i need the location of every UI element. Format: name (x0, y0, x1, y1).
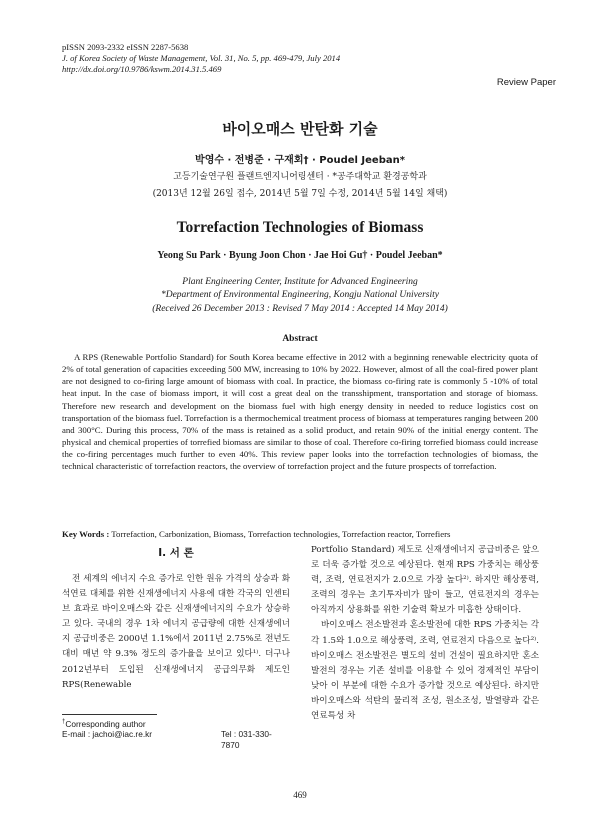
english-dates: (Received 26 December 2013 : Revised 7 May 2014 : Accepted 14 May 2014) (152, 304, 448, 314)
footnote-divider (62, 714, 157, 715)
intro-right-column (311, 543, 539, 724)
email-text[interactable]: E-mail : jachoi@iac.re.kr (62, 729, 153, 739)
page-number: 469 (293, 790, 307, 800)
keywords (62, 528, 538, 540)
doi-link[interactable]: http://dx.doi.org/10.9786/kswm.2014.31.5.469 (62, 64, 222, 74)
korean-dates: (2013년 12월 26일 접수, 2014년 5월 7일 수정, 2014년 5월 14일 채택) (152, 189, 448, 199)
intro-left-column (62, 572, 290, 693)
article-type-label: Review Paper (496, 77, 556, 88)
corresponding-author-note (62, 717, 290, 730)
tel-text: Tel : 031-330-7870 (221, 729, 272, 750)
journal-citation: J. of Korea Society of Waste Management, Vol. 31, No. 5, pp. 469-479, July 2014 (62, 53, 341, 63)
korean-affiliation: 고등기술연구원 플랜트엔지니어링센터 · *공주대학교 환경공학과 (173, 172, 427, 182)
section-heading-introduction: I. 서 론 (158, 547, 194, 559)
intro-paragraph-1-continued: Portfolio Standard) 제도로 신재생에너지 공급비중은 앞으로 더욱 증가할 것으로 예상된다. 현재 RPS 가중치는 해상풍력, 조력, 연료전지가 2.0으로 가장 높다²⁾. 하지만 해상풍력, 조력의 경우는 초기투자비가 많이 들고, 연료전지의 경우는 아직까지 상용화를 위한 기술력 확보가 미흡한 상태이다. (311, 545, 539, 616)
english-affiliation-2: *Department of Environmental Engineering, Kongju National University (160, 290, 440, 300)
korean-title: 바이오매스 반탄화 기술 (222, 120, 378, 138)
contact-line (62, 729, 290, 750)
intro-paragraph-2: 바이오매스 전소발전과 혼소발전에 대한 RPS 가중치는 각각 1.5와 1.0으로 해상풍력, 조력, 연료전지 다음으로 높다²⁾. 바이오매스 전소발전은 별도의 설비 건설이 필요하지만 혼소발전의 경우는 기존 설비를 이용할 수 있어 경제적인 부담이 낮아 이 부분에 대한 수요가 증가할 것으로 예상된다. 하지만 바이오매스와 석탄의 물리적 조성, 원소조성, 발열량과 같은 연료특성 차 (311, 620, 539, 722)
corresponding-author-label: Corresponding author (65, 718, 146, 729)
dagger-marker: † (62, 719, 66, 725)
keywords-text: Torrefaction, Carbonization, Biomass, Torrefaction technologies, Torrefaction reactor, Torrefiers (111, 529, 451, 539)
english-affiliation-1: Plant Engineering Center, Institute for Advanced Engineering (182, 277, 418, 287)
abstract-heading: Abstract (282, 334, 318, 344)
intro-paragraph-1: 전 세계의 에너지 수요 증가로 인한 원유 가격의 상승과 화석연료 대체를 위한 신재생에너지 사용에 대한 각국의 인센티브 효과로 바이오매스와 같은 신재생에너지의 수요가 상승하고 있다. 국내의 경우 1차 에너지 공급량에 대한 신재생에너지 공급비중은 2000년 1.1%에서 2011년 2.75%로 전년도 대비 매년 약 9.3% 정도의 증가율을 보이고 있다¹⁾. 더구나 2012년부터 도입된 신재생에너지 공급의무화 제도인 RPS(Renewable (62, 574, 290, 690)
keywords-label: Key Words : (62, 529, 110, 539)
english-authors: Yeong Su Park · Byung Joon Chon · Jae Hoi Gu† · Poudel Jeeban* (157, 250, 443, 261)
english-title: Torrefaction Technologies of Biomass (176, 219, 424, 236)
abstract-text: A RPS (Renewable Portfolio Standard) for South Korea became effective in 2012 with a beginning renewable electricity quota of 2% of total generation of capacities exceeding 500 MW, increasing to 10% by 2022. However, almost of all the coal-fired power plant are not designed to co-firing large amount of biomass with coal. In practice, the biomass co-firing rate is commonly 5 -10% of total heat input. In the case of biomass import, it will cost a great deal on the transshipment, transportation and storage of biomass. Therefore new research and development on the biomass fuel with high energy density in needed to reduce logistics cost on transportation of the biomass fuel. Torrefaction is a thermochemical treatment process of biomass at temperatures ranging between 200 and 300°C. During this process, 70% of the mass is retained as a solid product, and retain 90% of the initial energy content. The physical and chemical properties of torrefied biomass are similar to those of coal. Therefore co-firing torrefied biomass could increase the co-firing percentages much further to even 40%. This review paper looks into the torrefaction technologies of biomass, the technical characteristic of torrefaction reactors, the overview of torrefaction project and the future prospects of torrefaction. (62, 352, 538, 472)
korean-authors: 박영수 · 전병준 · 구재회† · Poudel Jeeban* (195, 155, 405, 166)
issn-line: pISSN 2093-2332 eISSN 2287-5638 (62, 42, 189, 52)
